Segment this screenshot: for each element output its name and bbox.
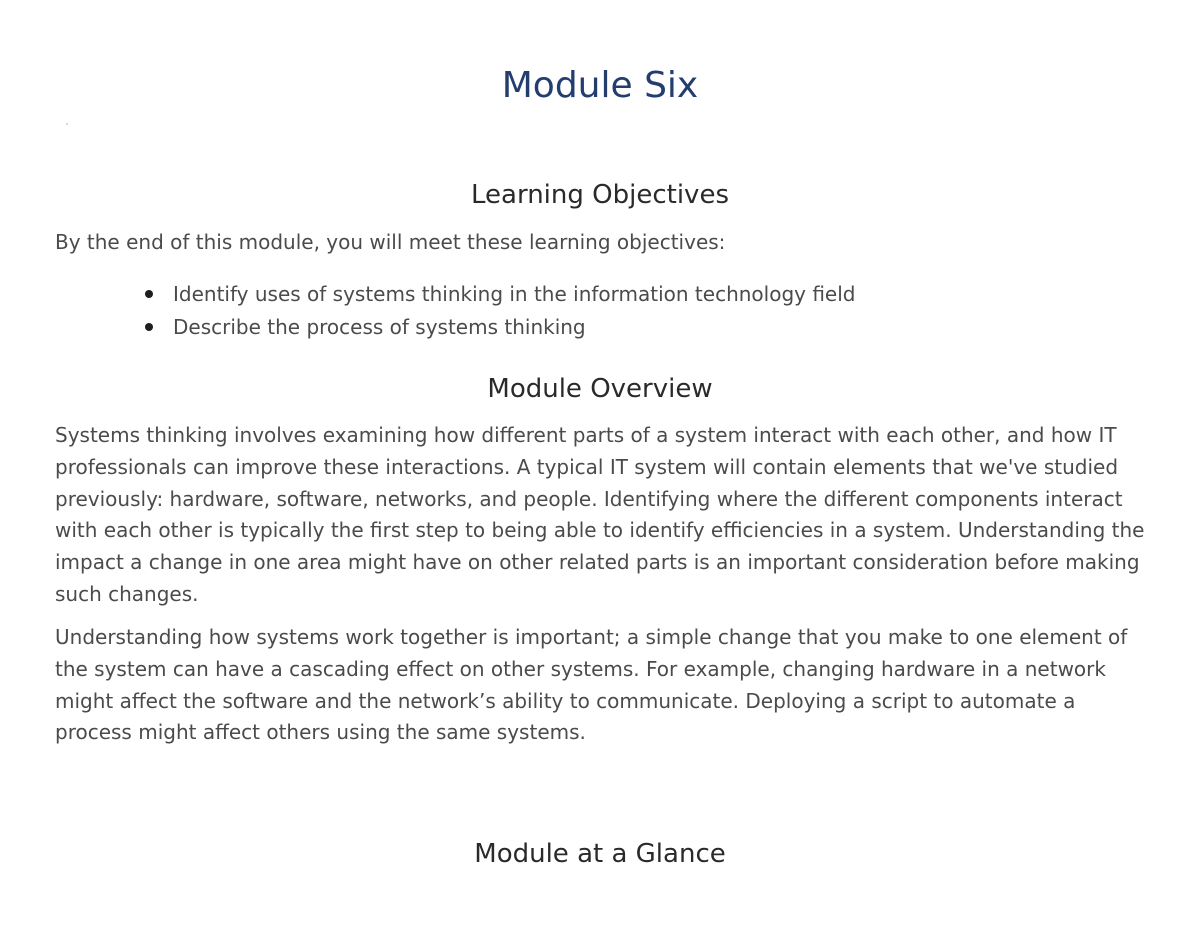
list-item bbox=[0, 311, 856, 344]
objectives-list bbox=[0, 278, 856, 343]
bullet-icon bbox=[145, 290, 153, 298]
module-overview-heading: Module Overview bbox=[487, 374, 713, 404]
overview-paragraph: Systems thinking involves examining how different parts of a system interact with each other, and how IT professionals can improve these interactions. A typical IT system will contain elements that we've studied previously: hardware, software, networks, and people. Identifying where the different components interact with each other is typically the first step to being able to identify efficiencies in a system. Understanding the impact a change in one area might have on other related parts is an important consideration before making such changes. bbox=[55, 423, 1145, 606]
overview-paragraph: Understanding how systems work together is important; a simple change that you make to one element of the system can have a cascading effect on other systems. For example, changing hardware in a network might affect the software and the network’s ability to communicate. Deploying a script to automate a process might affect others using the same systems. bbox=[55, 625, 1128, 745]
page-title: Module Six bbox=[501, 65, 699, 106]
list-item-text: Identify uses of systems thinking in the information technology field bbox=[173, 282, 856, 306]
module-at-a-glance-heading: Module at a Glance bbox=[474, 839, 726, 869]
bullet-icon bbox=[145, 323, 153, 331]
list-item-text: Describe the process of systems thinking bbox=[173, 314, 586, 339]
stray-mark bbox=[66, 123, 68, 125]
objectives-intro: By the end of this module, you will meet these learning objectives: bbox=[55, 230, 726, 254]
list-item bbox=[0, 278, 856, 311]
learning-objectives-heading: Learning Objectives bbox=[471, 180, 729, 210]
